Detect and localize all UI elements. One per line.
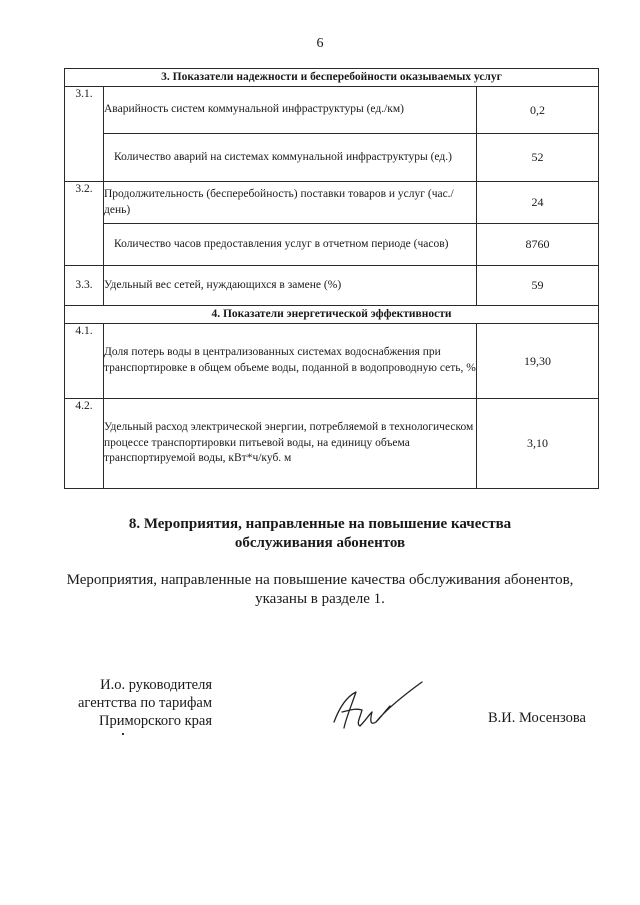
row-number: 3.1.	[65, 87, 104, 182]
row-value: 24	[477, 182, 599, 224]
handwritten-signature	[326, 676, 426, 736]
signer-name: В.И. Мосензова	[488, 710, 586, 726]
row-value: 8760	[477, 224, 599, 266]
row-description: Доля потерь воды в централизованных системах водоснабжения при транспортировке в общем объеме воды, поданной в водопроводную сеть, %	[104, 324, 477, 399]
table-row	[65, 399, 599, 489]
row-number: 3.2.	[65, 182, 104, 266]
table-row	[65, 266, 599, 306]
table-row	[65, 87, 599, 134]
section-title-4: 4. Показатели энергетической эффективности	[65, 306, 599, 324]
row-description: Количество аварий на системах коммунальной инфраструктуры (ед.)	[104, 134, 477, 182]
row-number: 4.2.	[65, 399, 104, 489]
table-row	[65, 324, 599, 399]
indicators-table	[64, 68, 599, 489]
section-8-text-line: указаны в разделе 1.	[255, 591, 385, 607]
table-row	[65, 224, 599, 266]
row-description: Аварийность систем коммунальной инфраструктуры (ед./км)	[104, 87, 477, 134]
row-value: 59	[477, 266, 599, 306]
table-row	[65, 182, 599, 224]
table-row	[65, 134, 599, 182]
row-number: 4.1.	[65, 324, 104, 399]
section-8-heading-line: 8. Мероприятия, направленные на повышение качества	[128, 516, 512, 532]
row-description: Удельный расход электрической энергии, потребляемой в технологическом процессе транспортировки питьевой воды, на единицу объема транспортируемой воды, кВт*ч/куб. м	[104, 399, 477, 489]
row-description: Удельный вес сетей, нуждающихся в замене (%)	[104, 266, 477, 306]
row-value: 3,10	[477, 399, 599, 489]
signer-title	[62, 676, 212, 730]
section-title-3: 3. Показатели надежности и бесперебойности оказываемых услуг	[65, 69, 599, 87]
section-8-heading	[0, 515, 640, 553]
signer-title-line: И.о. руководителя	[100, 677, 212, 693]
signer-title-line: агентства по тарифам	[78, 695, 212, 711]
dot-mark	[122, 733, 124, 735]
section-header-row	[65, 306, 599, 324]
section-header-row	[65, 69, 599, 87]
section-8-text-line: Мероприятия, направленные на повышение качества обслуживания абонентов,	[66, 572, 574, 588]
page-number: 6	[316, 36, 324, 51]
section-8-heading-line: обслуживания абонентов	[234, 535, 406, 551]
row-description: Количество часов предоставления услуг в отчетном периоде (часов)	[104, 224, 477, 266]
row-value: 19,30	[477, 324, 599, 399]
row-value: 0,2	[477, 87, 599, 134]
row-description: Продолжительность (бесперебойность) поставки товаров и услуг (час./день)	[104, 182, 477, 224]
row-value: 52	[477, 134, 599, 182]
signer-title-line: Приморского края	[98, 713, 212, 729]
row-number: 3.3.	[65, 266, 104, 306]
section-8-text	[0, 571, 640, 609]
